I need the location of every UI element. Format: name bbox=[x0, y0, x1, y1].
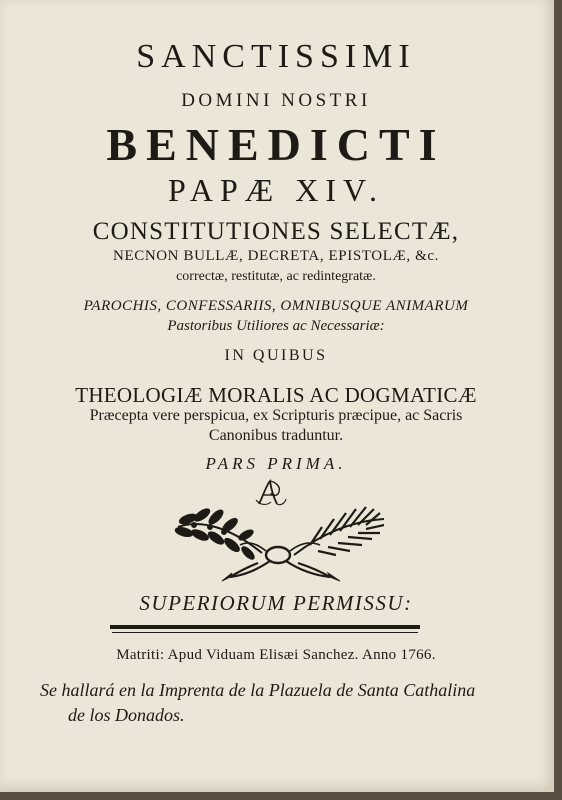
wreath-ornament bbox=[170, 505, 392, 583]
imprint-line: Matriti: Apud Viduam Elisæi Sanchez. Anno 1766. bbox=[116, 647, 436, 663]
printer-rule-thin bbox=[112, 632, 418, 633]
title-line-theologiae: THEOLOGIÆ MORALIS AC DOGMATICÆ bbox=[75, 383, 477, 407]
bookseller-line-2: de los Donados. bbox=[68, 705, 185, 725]
title-line-constitutiones: CONSTITUTIONES SELECTÆ, bbox=[92, 218, 460, 245]
title-line-correctae: correctæ, restitutæ, ac redintegratæ. bbox=[176, 269, 376, 284]
title-line-sanctissimi: SANCTISSIMI bbox=[136, 38, 416, 75]
title-line-papae: PAPÆ XIV. bbox=[168, 172, 384, 208]
bookseller-line-1: Se hallará en la Imprenta de la Plazuela de Santa Cathalina bbox=[40, 680, 476, 700]
title-line-pastoribus: Pastoribus Utiliores ac Necessariæ: bbox=[167, 318, 385, 334]
title-line-praecepta: Præcepta vere perspicua, ex Scripturis præcipue, ac Sacris bbox=[89, 407, 463, 424]
monogram-ornament bbox=[253, 478, 289, 508]
title-line-domini-nostri: DOMINI NOSTRI bbox=[181, 90, 371, 111]
title-line-in-quibus: IN QUIBUS bbox=[224, 347, 328, 364]
title-line-parochis: PAROCHIS, CONFESSARIIS, OMNIBUSQUE ANIMARUM bbox=[83, 298, 469, 314]
printer-rule-thick bbox=[110, 625, 420, 629]
title-line-benedicti: BENEDICTI bbox=[106, 119, 446, 170]
title-line-superiorum-permissu: SUPERIORUM PERMISSU: bbox=[139, 591, 413, 615]
title-line-pars-prima: PARS PRIMA. bbox=[205, 454, 347, 473]
title-line-necnon: NECNON BULLÆ, DECRETA, EPISTOLÆ, &c. bbox=[113, 248, 439, 264]
title-line-canonibus: Canonibus traduntur. bbox=[208, 427, 344, 444]
